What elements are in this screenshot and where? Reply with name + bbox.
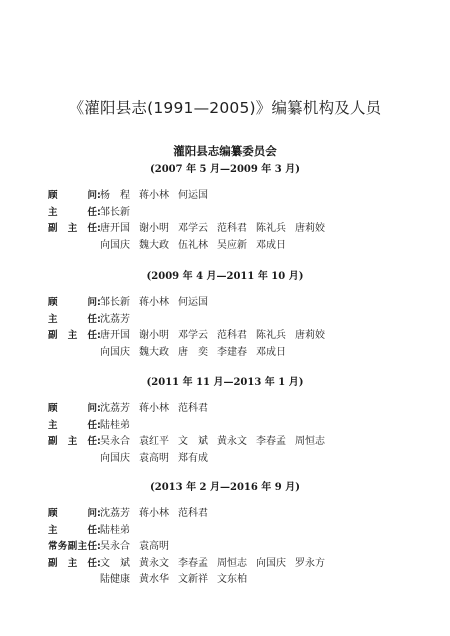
member-names (100, 296, 217, 310)
member-row-continuation (100, 573, 256, 587)
role-label: 主 任 (48, 524, 97, 536)
member-name: 沈荔芳 (100, 403, 130, 414)
member-name: 蒋小林 (139, 190, 169, 201)
member-name: 魏大政 (139, 346, 169, 358)
member-name: 何运国 (178, 190, 208, 201)
member-name: 向国庆 (100, 346, 130, 358)
role-label: 副 主 任 (48, 330, 97, 341)
member-name: 黄永文 (217, 436, 247, 447)
period-heading: (2009 年 4 月—2011 年 10 月) (146, 271, 304, 282)
role-colon: : (97, 313, 101, 325)
member-name: 李建春 (217, 346, 247, 358)
member-name: 黄水华 (139, 574, 169, 585)
member-names (100, 540, 178, 554)
member-names (100, 402, 217, 416)
member-name: 周恒志 (295, 436, 325, 447)
member-name: 邓成日 (256, 239, 286, 251)
member-name: 邹长新 (100, 297, 130, 308)
role-label: 副 主 任 (48, 557, 97, 569)
member-name: 范科君 (217, 223, 247, 234)
member-name: 沈荔芳 (100, 508, 130, 519)
member-name: 邹长新 (100, 206, 130, 218)
role-label: 主 任 (48, 206, 97, 218)
member-name: 周恒志 (217, 557, 247, 569)
role-colon: : (97, 436, 101, 447)
member-name: 何运国 (178, 297, 208, 308)
member-name: 李春孟 (256, 436, 286, 447)
member-name: 唐 奕 (178, 346, 208, 358)
period-heading: (2007 年 5 月—2009 年 3 月) (150, 164, 300, 175)
member-name: 袁红平 (139, 436, 169, 447)
member-name: 蒋小林 (139, 508, 169, 519)
role-colon: : (97, 524, 101, 536)
member-name: 邓学云 (178, 223, 208, 234)
member-name: 邓学云 (178, 330, 208, 341)
member-name: 黄永文 (139, 557, 169, 569)
member-name: 陆桂弟 (100, 524, 130, 536)
role-label: 副 主 任 (48, 223, 97, 234)
member-name: 陈礼兵 (256, 330, 286, 341)
member-name: 文东柏 (217, 574, 247, 585)
member-name: 唐莉姣 (295, 223, 325, 234)
member-name: 文新祥 (178, 574, 208, 585)
member-names (100, 206, 139, 220)
role-colon: : (97, 223, 101, 234)
member-names (100, 329, 334, 343)
role-colon: : (97, 330, 101, 341)
role-label: 主 任 (48, 419, 97, 431)
member-name: 李春孟 (178, 557, 208, 569)
member-name: 范科君 (178, 403, 208, 414)
member-name: 陈礼兵 (256, 223, 286, 234)
member-name: 范科君 (217, 330, 247, 341)
member-name: 文 斌 (178, 436, 208, 447)
member-name: 向国庆 (100, 452, 130, 464)
member-name: 唐开国 (100, 330, 130, 341)
member-name: 袁高明 (139, 452, 169, 464)
member-name: 魏大政 (139, 239, 169, 251)
member-name: 沈荔芳 (100, 313, 130, 325)
member-row-continuation (100, 452, 217, 466)
member-name: 向国庆 (100, 239, 130, 251)
member-names (100, 435, 334, 449)
member-name: 吴应新 (217, 239, 247, 251)
role-label: 副 主 任 (48, 436, 97, 447)
member-row-continuation (100, 346, 295, 360)
role-colon: : (97, 297, 101, 308)
role-label: 顾 问 (48, 190, 97, 201)
member-names (100, 507, 217, 521)
role-colon: : (97, 419, 101, 431)
member-name: 邓成日 (256, 346, 286, 358)
member-names (100, 189, 217, 203)
role-colon: : (97, 206, 101, 218)
role-label: 常务副主任 (48, 541, 97, 552)
role-colon: : (97, 557, 101, 569)
role-colon: : (97, 541, 101, 552)
period-heading: (2013 年 2 月—2016 年 9 月) (150, 482, 300, 493)
member-name: 向国庆 (256, 557, 286, 569)
member-name: 谢小明 (139, 223, 169, 234)
member-name: 范科君 (178, 508, 208, 519)
role-colon: : (97, 190, 101, 201)
member-name: 郑有成 (178, 452, 208, 464)
member-name: 文 斌 (100, 557, 130, 569)
role-colon: : (97, 403, 101, 414)
member-name: 陆健康 (100, 574, 130, 585)
document-title: 《灌阳县志(1991—2005)》编纂机构及人员 (68, 99, 382, 117)
role-label: 顾 问 (48, 403, 97, 414)
period-heading: (2011 年 11 月—2013 年 1 月) (146, 377, 304, 388)
member-names (100, 524, 139, 538)
member-name: 唐开国 (100, 223, 130, 234)
member-names (100, 222, 334, 236)
role-label: 顾 问 (48, 297, 97, 308)
member-row-continuation (100, 239, 295, 253)
member-name: 吴永合 (100, 436, 130, 447)
member-name: 杨 程 (100, 190, 130, 201)
role-label: 顾 问 (48, 508, 97, 519)
member-name: 谢小明 (139, 330, 169, 341)
member-name: 罗永方 (295, 557, 325, 569)
committee-heading: 灌阳县志编纂委员会 (173, 144, 277, 158)
member-name: 唐莉姣 (295, 330, 325, 341)
member-name: 陆桂弟 (100, 419, 130, 431)
role-label: 主 任 (48, 313, 97, 325)
member-names (100, 313, 139, 327)
member-name: 伍礼林 (178, 239, 208, 251)
member-name: 蒋小林 (139, 297, 169, 308)
member-names (100, 557, 334, 571)
member-name: 蒋小林 (139, 403, 169, 414)
member-name: 吴永合 (100, 541, 130, 552)
member-name: 袁高明 (139, 541, 169, 552)
member-names (100, 419, 139, 433)
role-colon: : (97, 508, 101, 519)
